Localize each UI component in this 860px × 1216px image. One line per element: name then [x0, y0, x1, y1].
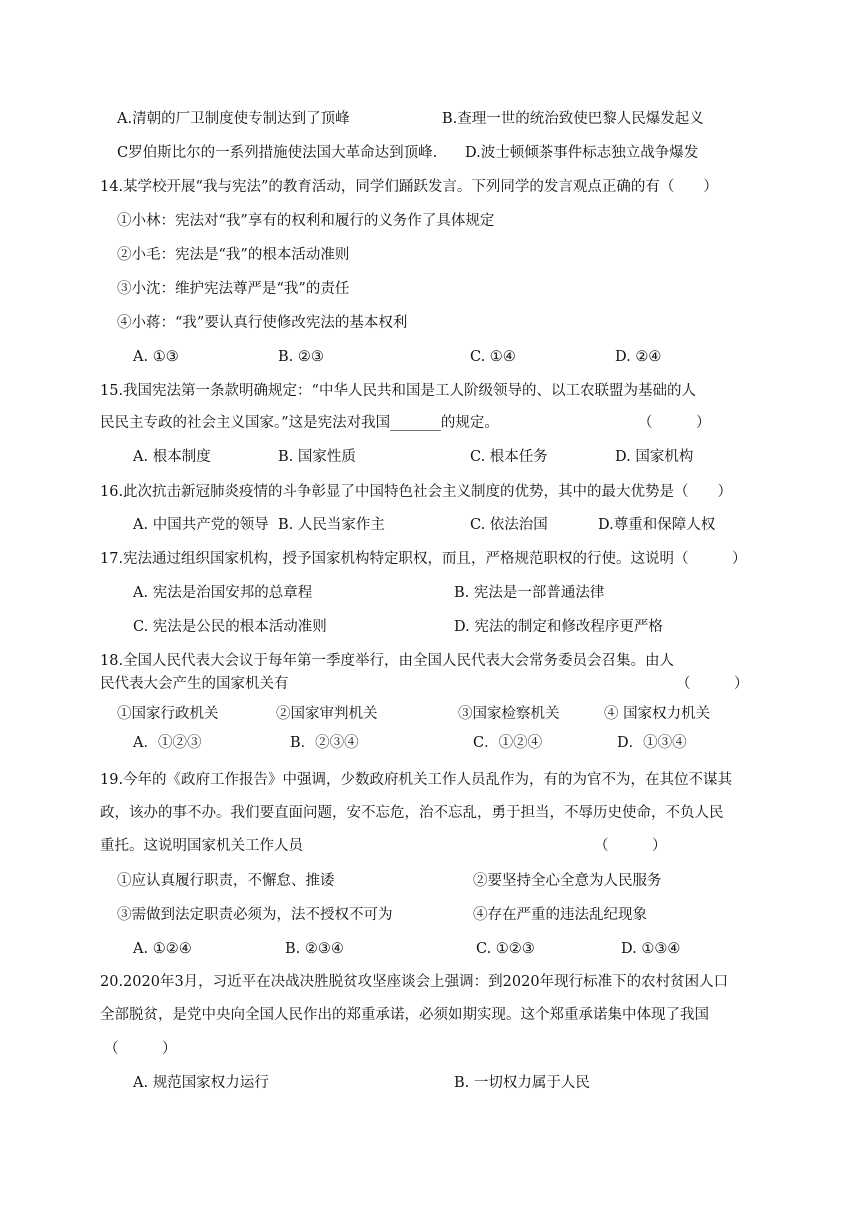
q14-stem: 14.某学校开展“我与宪法”的教育活动，同学们踊跃发言。下列同学的发言观点正确的有（ ）	[100, 179, 718, 195]
q20-stem-line2: 全部脱贫，是党中央向全国人民作出的郑重承诺，必须如期实现。这个郑重承诺集中体现了我国	[100, 1007, 709, 1023]
q19-option-b: B. ②③④	[285, 941, 344, 957]
q14-option-a: A. ①③	[133, 349, 179, 365]
q15-stem-line1: 15.我国宪法第一条款明确规定：“中华人民共和国是工人阶级领导的、以工农联盟为基础的人	[100, 383, 696, 399]
q15-option-d: D. 国家机构	[615, 449, 694, 465]
q16-option-b: B. 人民当家作主	[278, 517, 385, 533]
q20-option-a: A. 规范国家权力运行	[133, 1075, 269, 1091]
q19-stem-line3: 重托。这说明国家机关工作人员	[100, 838, 303, 854]
q17-stem: 17.宪法通过组织国家机构，授予国家机构特定职权，而且，严格规范职权的行使。这说明（ ）	[100, 551, 747, 567]
q18-item-4: ④ 国家权力机关	[604, 706, 711, 722]
q17-option-d: D. 宪法的制定和修改程序更严格	[454, 619, 663, 635]
q13-option-a: A.清朝的厂卫制度使专制达到了顶峰	[117, 111, 350, 127]
q16-stem: 16.此次抗击新冠肺炎疫情的斗争彰显了中国特色社会主义制度的优势，其中的最大优势是（ ）	[100, 484, 733, 500]
q14-item-1: ①小林：宪法对“我”享有的权利和履行的义务作了具体规定	[117, 213, 495, 229]
q18-item-2: ②国家审判机关	[276, 706, 378, 722]
q18-stem-line1: 18.全国人民代表大会议于每年第一季度举行，由全国人民代表大会常务委员会召集。由人	[100, 653, 675, 669]
q17-option-b: B. 宪法是一部普通法律	[454, 585, 605, 601]
q19-option-c: C. ①②③	[476, 941, 535, 957]
q19-item-1: ①应认真履行职责，不懈怠、推诿	[117, 873, 335, 889]
q15-answer-blank: （ ）	[638, 415, 711, 431]
q16-option-d: D.尊重和保障人权	[598, 517, 716, 533]
q19-item-3: ③需做到法定职责必须为，法不授权不可为	[117, 907, 393, 923]
q15-stem-line2: 民民主专政的社会主义国家。”这是宪法对我国_______的规定。	[100, 415, 499, 431]
q14-option-c: C. ①④	[470, 349, 516, 365]
q13-option-c: C罗伯斯比尔的一系列措施使法国大革命达到顶峰.	[117, 145, 438, 161]
q18-stem-line2: 民代表大会产生的国家机关有	[100, 676, 289, 692]
q17-option-c: C. 宪法是公民的根本活动准则	[133, 619, 327, 635]
q14-item-2: ②小毛：宪法是“我”的根本活动准则	[117, 247, 350, 263]
q19-answer-blank: （ ）	[594, 838, 667, 854]
q18-option-c: C．①②④	[473, 735, 543, 751]
q19-stem-line2: 政，该办的事不办。我们要直面问题，安不忘危，治不忘乱，勇于担当，不辱历史使命，不负人民	[100, 805, 724, 821]
q19-option-a: A. ①②④	[133, 941, 192, 957]
q18-answer-blank: （ ）	[676, 676, 749, 692]
q17-option-a: A. 宪法是治国安邦的总章程	[133, 585, 313, 601]
q19-item-4: ④存在严重的违法乱纪现象	[473, 907, 647, 923]
q16-option-a: A. 中国共产党的领导	[133, 517, 269, 533]
q20-option-b: B. 一切权力属于人民	[454, 1075, 590, 1091]
q15-option-b: B. 国家性质	[278, 449, 356, 465]
q19-option-d: D. ①③④	[621, 941, 681, 957]
q15-option-c: C. 根本任务	[470, 449, 548, 465]
q14-option-d: D. ②④	[615, 349, 662, 365]
q18-option-d: D．①③④	[617, 735, 687, 751]
q18-item-1: ①国家行政机关	[117, 706, 219, 722]
q13-option-d: D.波士顿倾茶事件标志独立战争爆发	[465, 145, 699, 161]
q18-option-b: B．②③④	[290, 735, 359, 751]
q20-answer-blank: （ ）	[104, 1041, 177, 1057]
q18-item-3: ③国家检察机关	[458, 706, 560, 722]
q19-stem-line1: 19.今年的《政府工作报告》中强调，少数政府机关工作人员乱作为，有的为官不为，在其位不谋其	[100, 772, 733, 788]
q20-stem-line1: 20.2020年3月，习近平在决战决胜脱贫攻坚座谈会上强调：到2020年现行标准下的农村贫困人口	[100, 974, 729, 990]
q15-option-a: A. 根本制度	[133, 449, 211, 465]
q14-item-3: ③小沈：维护宪法尊严是“我”的责任	[117, 281, 350, 297]
q14-item-4: ④小蒋：“我”要认真行使修改宪法的基本权利	[117, 315, 408, 331]
q19-item-2: ②要坚持全心全意为人民服务	[473, 873, 662, 889]
q13-option-b: B.查理一世的统治致使巴黎人民爆发起义	[442, 111, 704, 127]
q14-option-b: B. ②③	[278, 349, 324, 365]
q16-option-c: C. 依法治国	[470, 517, 548, 533]
q18-option-a: A．①②③	[133, 735, 202, 751]
